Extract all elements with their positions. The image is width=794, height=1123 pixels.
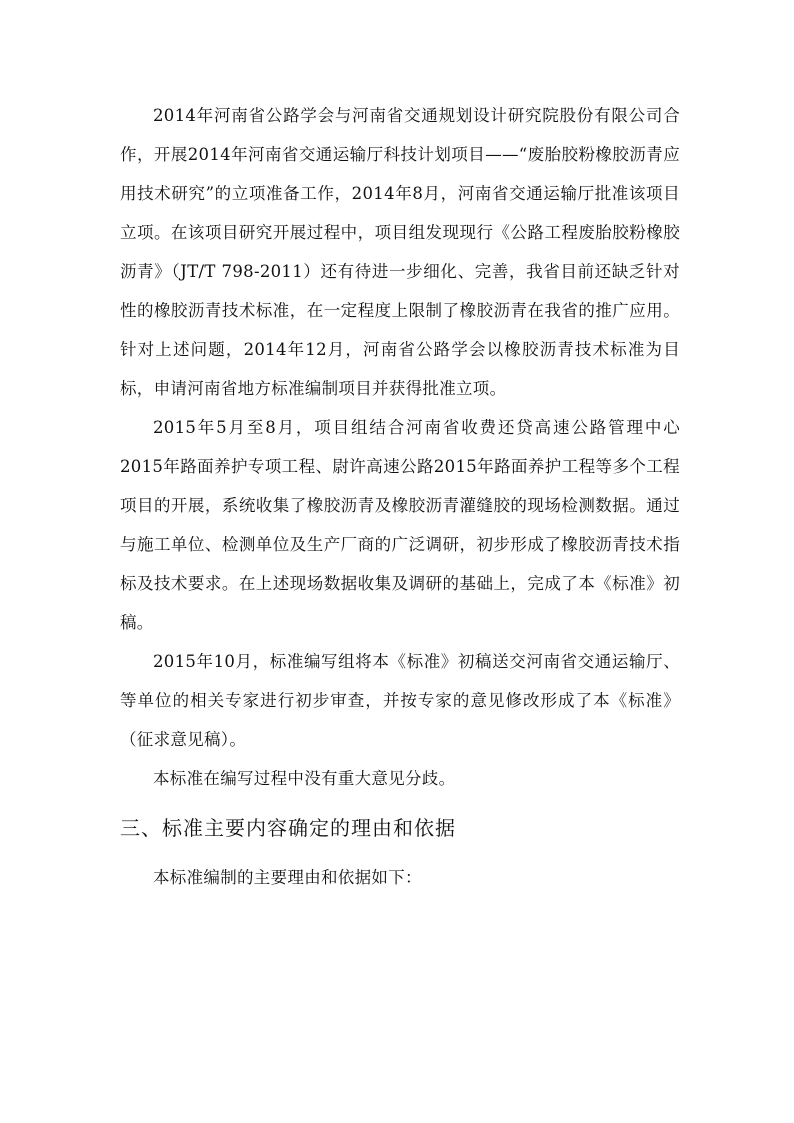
- paragraph-project-background: 2014年河南省公路学会与河南省交通规划设计研究院股份有限公司合作，开展2014年河南省交通运输厅科技计划项目——“废胎胶粉橡胶沥青应用技术研究”的立项准备工作，2014年8月，河南省交通运输厅批准该项目立项。在该项目研究开展过程中，项目组发现现行《公路工程废胎胶粉橡胶沥青》（JT/T 798-2011）还有待进一步细化、完善，我省目前还缺乏针对性的橡胶沥青技术标准，在一定程度上限制了橡胶沥青在我省的推广应用。针对上述问题，2014年12月，河南省公路学会以橡胶沥青技术标准为目标，申请河南省地方标准编制项目并获得批准立项。: [120, 106, 680, 398]
- paragraph-expert-review: 2015年10月，标准编写组将本《标准》初稿送交河南省交通运输厅、等单位的相关专家进行初步审查，并按专家的意见修改形成了本《标准》（征求意见稿）。: [120, 652, 680, 749]
- paragraph-data-collection: 2015年5月至8月，项目组结合河南省收费还贷高速公路管理中心2015年路面养护专项工程、尉许高速公路2015年路面养护工程等多个工程项目的开展，系统收集了橡胶沥青及橡胶沥青灌缝胶的现场检测数据。通过与施工单位、检测单位及生产厂商的广泛调研，初步形成了橡胶沥青技术指标及技术要求。在上述现场数据收集及调研的基础上，完成了本《标准》初稿。: [120, 418, 680, 632]
- paragraph-no-disagreement: 本标准在编写过程中没有重大意见分歧。: [153, 769, 456, 788]
- document-body: [120, 96, 680, 897]
- section-heading: 三、标准主要内容确定的理由和依据: [120, 816, 456, 840]
- section-intro: 本标准编制的主要理由和依据如下：: [153, 868, 422, 887]
